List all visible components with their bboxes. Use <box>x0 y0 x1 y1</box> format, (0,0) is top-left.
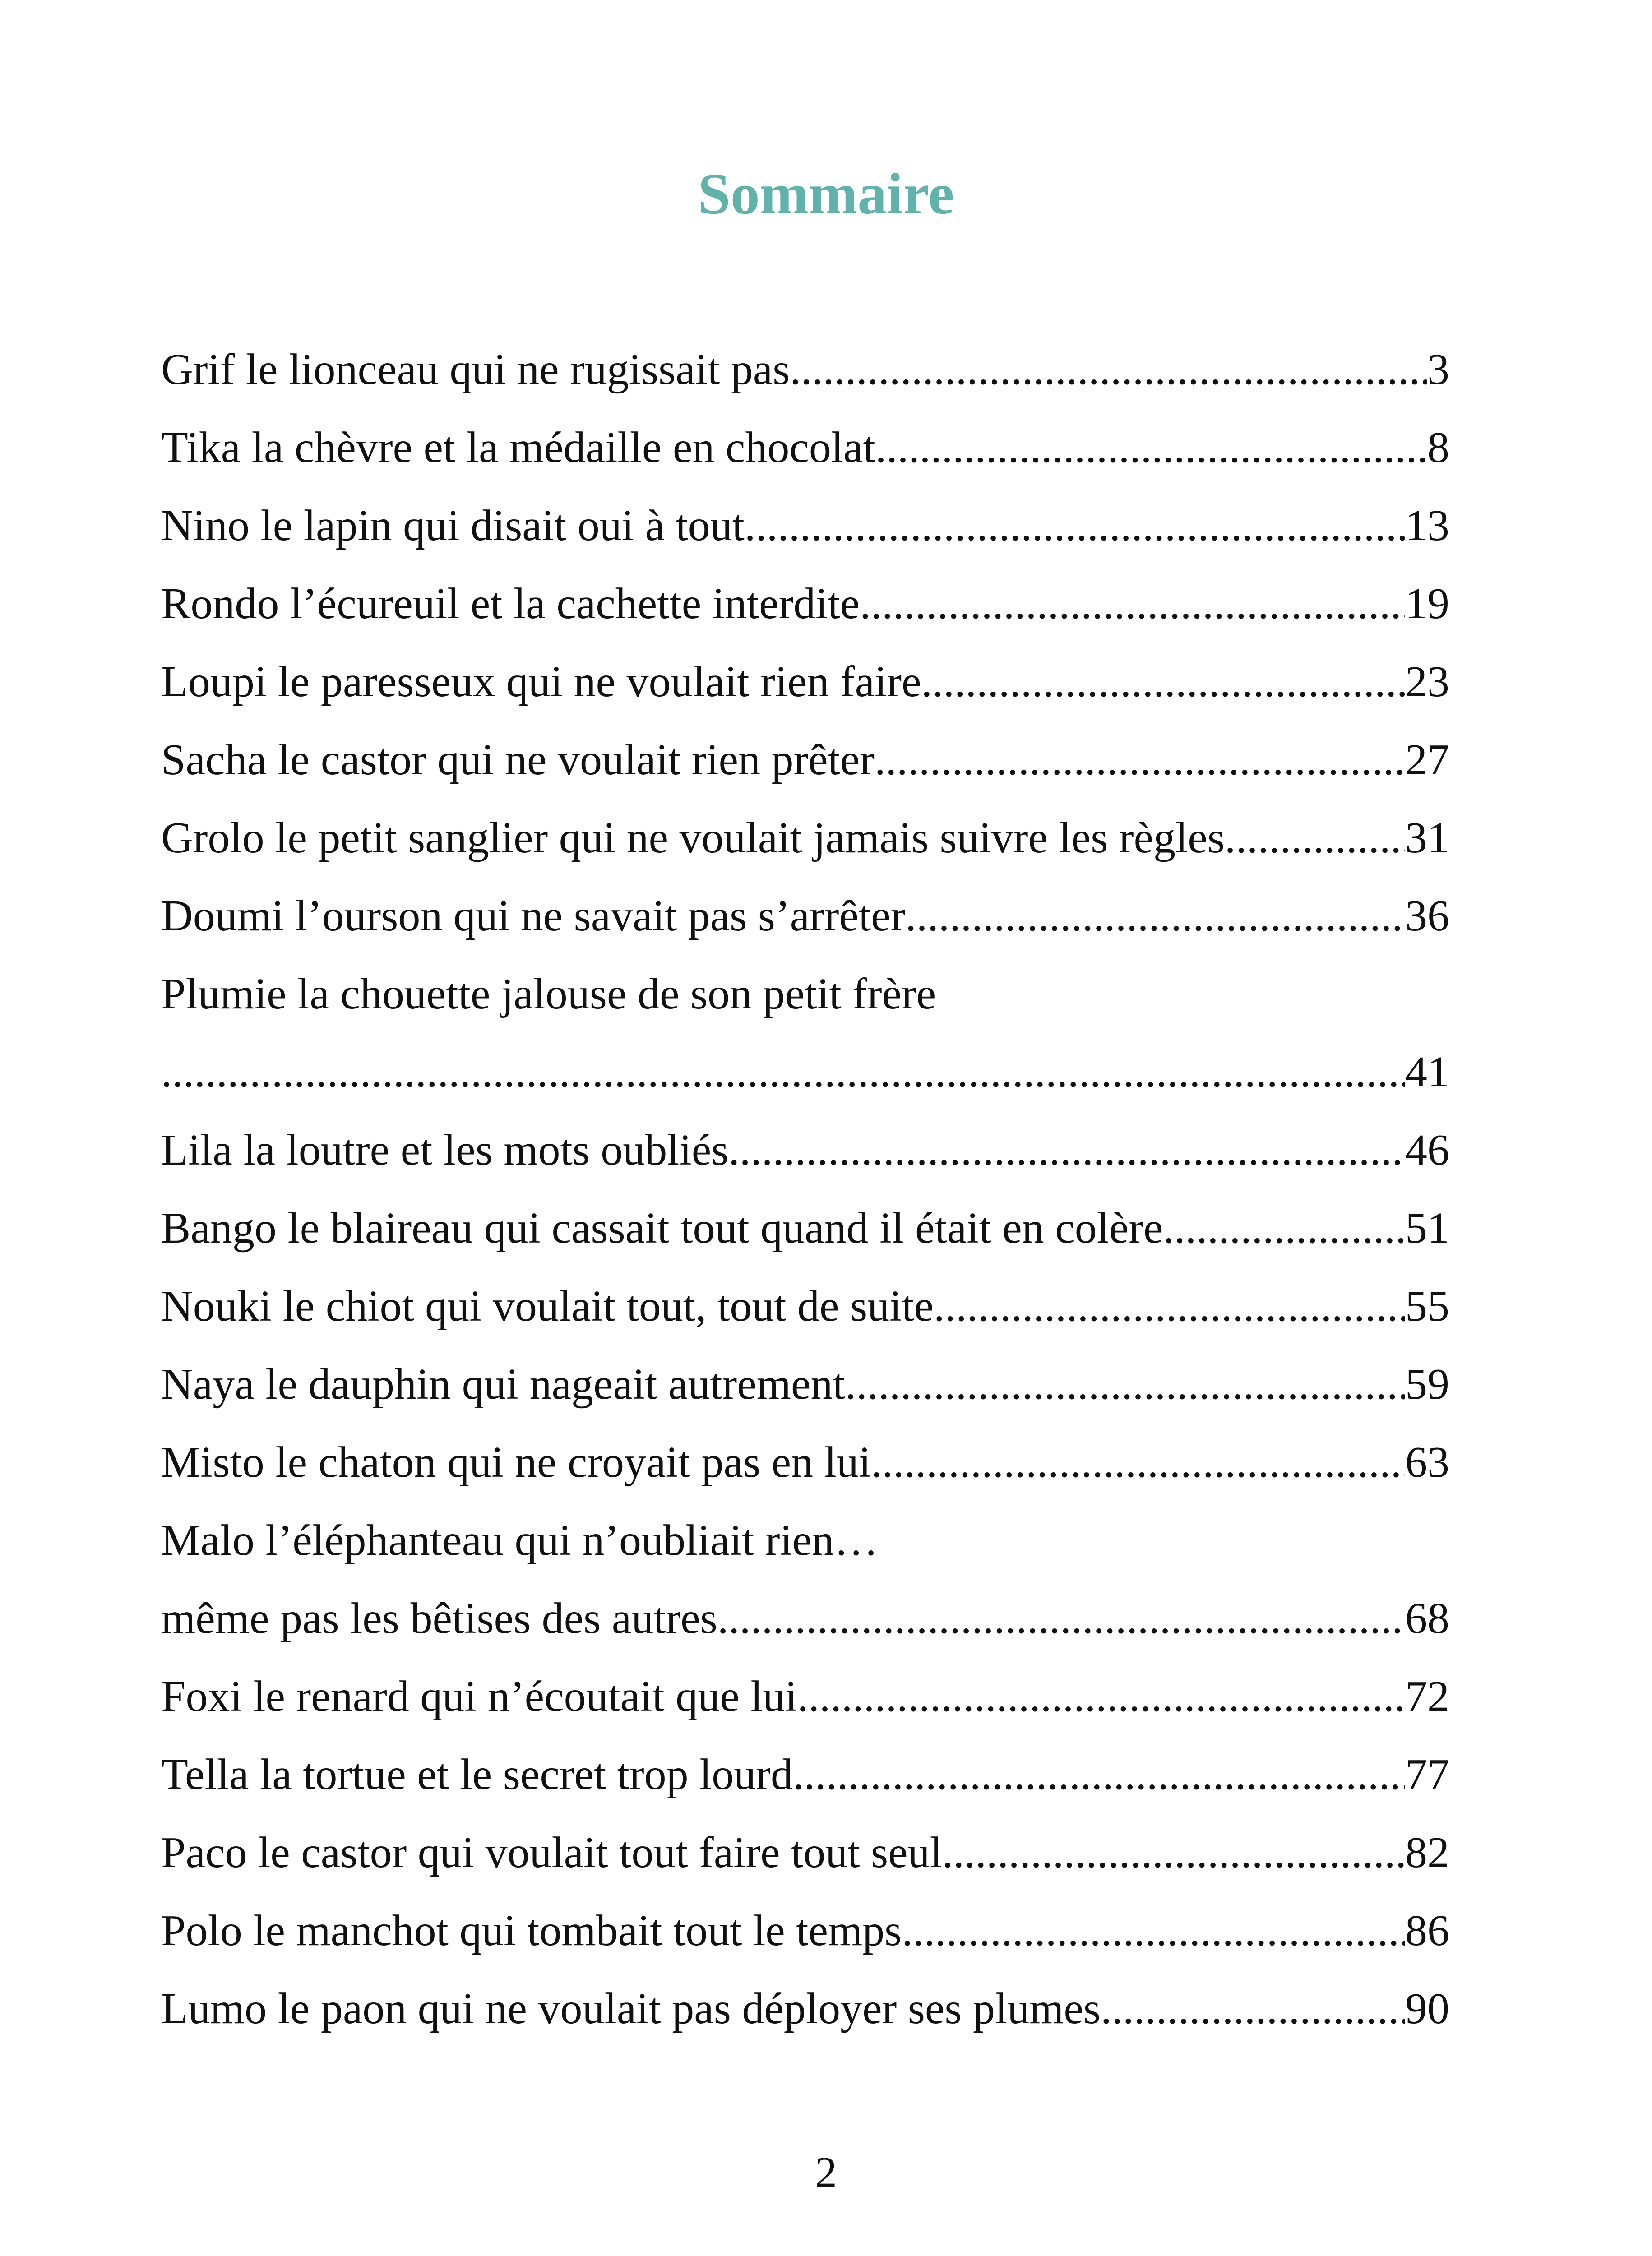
toc-entry-page: 3 <box>1427 345 1449 394</box>
dot-leader <box>717 1580 1405 1658</box>
dot-leader <box>902 1892 1405 1970</box>
toc-entry-page: 55 <box>1405 1282 1449 1331</box>
toc-entry-page: 23 <box>1405 657 1449 706</box>
toc-entry-title: Loupi le paresseux qui ne voulait rien faire <box>161 657 921 706</box>
toc-entry <box>161 487 1449 565</box>
toc-entry-title: Tella la tortue et le secret trop lourd <box>161 1750 793 1799</box>
dot-leader <box>875 409 1427 487</box>
dot-leader <box>934 1267 1405 1345</box>
toc-entry-page: 77 <box>1405 1750 1449 1799</box>
toc-entry-title-line <box>161 1502 1449 1580</box>
toc-entry-title: Foxi le renard qui n’écoutait que lui <box>161 1672 797 1721</box>
dot-leader <box>871 1424 1405 1502</box>
toc-entry-page: 51 <box>1405 1204 1449 1253</box>
toc-entry <box>161 1424 1449 1502</box>
dot-leader <box>921 643 1405 721</box>
toc-entry-page: 72 <box>1405 1672 1449 1721</box>
toc-entry-page: 46 <box>1405 1126 1449 1174</box>
toc-entry-title: Tika la chèvre et la médaille en chocolat <box>161 423 875 472</box>
toc-entry-page: 31 <box>1405 814 1449 862</box>
toc-entry-page: 59 <box>1405 1360 1449 1409</box>
toc-entry-title: Sacha le castor qui ne voulait rien prêter <box>161 735 875 784</box>
toc-entry-page: 13 <box>1405 501 1449 550</box>
dot-leader <box>875 721 1405 799</box>
toc-entry-page: 19 <box>1405 579 1449 628</box>
toc-entry-title: Polo le manchot qui tombait tout le temps <box>161 1906 902 1955</box>
dot-leader <box>1225 799 1405 877</box>
dot-leader <box>845 1345 1405 1424</box>
toc-entry <box>161 409 1449 487</box>
dot-leader <box>905 877 1405 955</box>
table-of-contents <box>161 331 1449 2048</box>
toc-entry-page: 41 <box>1405 1048 1449 1096</box>
dot-leader <box>790 331 1427 409</box>
dot-leader <box>728 1111 1405 1189</box>
toc-entry-title: Grif le lionceau qui ne rugissait pas <box>161 345 790 394</box>
toc-entry-title: Misto le chaton qui ne croyait pas en lui <box>161 1438 871 1487</box>
toc-entry <box>161 1189 1449 1267</box>
toc-entry-page: 36 <box>1405 892 1449 940</box>
dot-leader <box>797 1658 1405 1736</box>
toc-entry-title: Nouki le chiot qui voulait tout, tout de suite <box>161 1282 934 1331</box>
page-title: Sommaire <box>698 162 954 227</box>
toc-entry <box>161 1267 1449 1345</box>
toc-entry-title: Bango le blaireau qui cassait tout quand il était en colère <box>161 1204 1163 1253</box>
toc-entry <box>161 643 1449 721</box>
toc-entry-title: Lila la loutre et les mots oubliés <box>161 1126 729 1174</box>
toc-entry-page: 68 <box>1405 1594 1449 1643</box>
toc-entry <box>161 331 1449 409</box>
toc-entry-title: Plumie la chouette jalouse de son petit frère <box>161 970 936 1018</box>
toc-entry <box>161 1892 1449 1970</box>
toc-entry <box>161 877 1449 955</box>
toc-entry-title: Paco le castor qui voulait tout faire tout seul <box>161 1828 942 1877</box>
toc-entry <box>161 721 1449 799</box>
toc-entry-title: Malo l’éléphanteau qui n’oubliait rien… <box>161 1516 879 1565</box>
toc-entry <box>161 1658 1449 1736</box>
toc-entry <box>161 1111 1449 1189</box>
dot-leader <box>161 1033 1405 1111</box>
dot-leader <box>793 1736 1405 1814</box>
toc-entry <box>161 1814 1449 1892</box>
toc-entry-title: Nino le lapin qui disait oui à tout <box>161 501 745 550</box>
toc-entry-title: Rondo l’écureuil et la cachette interdite <box>161 579 860 628</box>
toc-entry-page: 27 <box>1405 735 1449 784</box>
dot-leader <box>942 1814 1405 1892</box>
toc-entry <box>161 1736 1449 1814</box>
toc-entry-title-line <box>161 955 1449 1033</box>
dot-leader <box>1101 1970 1405 2048</box>
page-number: 2 <box>815 2148 837 2197</box>
toc-entry-page: 90 <box>1405 1984 1449 2033</box>
toc-entry-page: 86 <box>1405 1906 1449 1955</box>
toc-entry-page: 8 <box>1427 423 1449 472</box>
dot-leader <box>745 487 1405 565</box>
toc-entry-leader-line <box>161 1033 1449 1111</box>
toc-entry-title: Grolo le petit sanglier qui ne voulait jamais suivre les règles <box>161 814 1225 862</box>
toc-entry <box>161 565 1449 643</box>
dot-leader <box>860 565 1405 643</box>
toc-entry <box>161 799 1449 877</box>
toc-entry <box>161 1580 1449 1658</box>
toc-entry-page: 82 <box>1405 1828 1449 1877</box>
toc-entry <box>161 1345 1449 1424</box>
toc-entry-title: Naya le dauphin qui nageait autrement <box>161 1360 845 1409</box>
toc-entry-title: Lumo le paon qui ne voulait pas déployer ses plumes <box>161 1984 1101 2033</box>
dot-leader <box>1163 1189 1405 1267</box>
toc-entry-title-continued: même pas les bêtises des autres <box>161 1594 717 1643</box>
toc-entry <box>161 1970 1449 2048</box>
toc-entry-page: 63 <box>1405 1438 1449 1487</box>
toc-entry-title: Doumi l’ourson qui ne savait pas s’arrêter <box>161 892 906 940</box>
